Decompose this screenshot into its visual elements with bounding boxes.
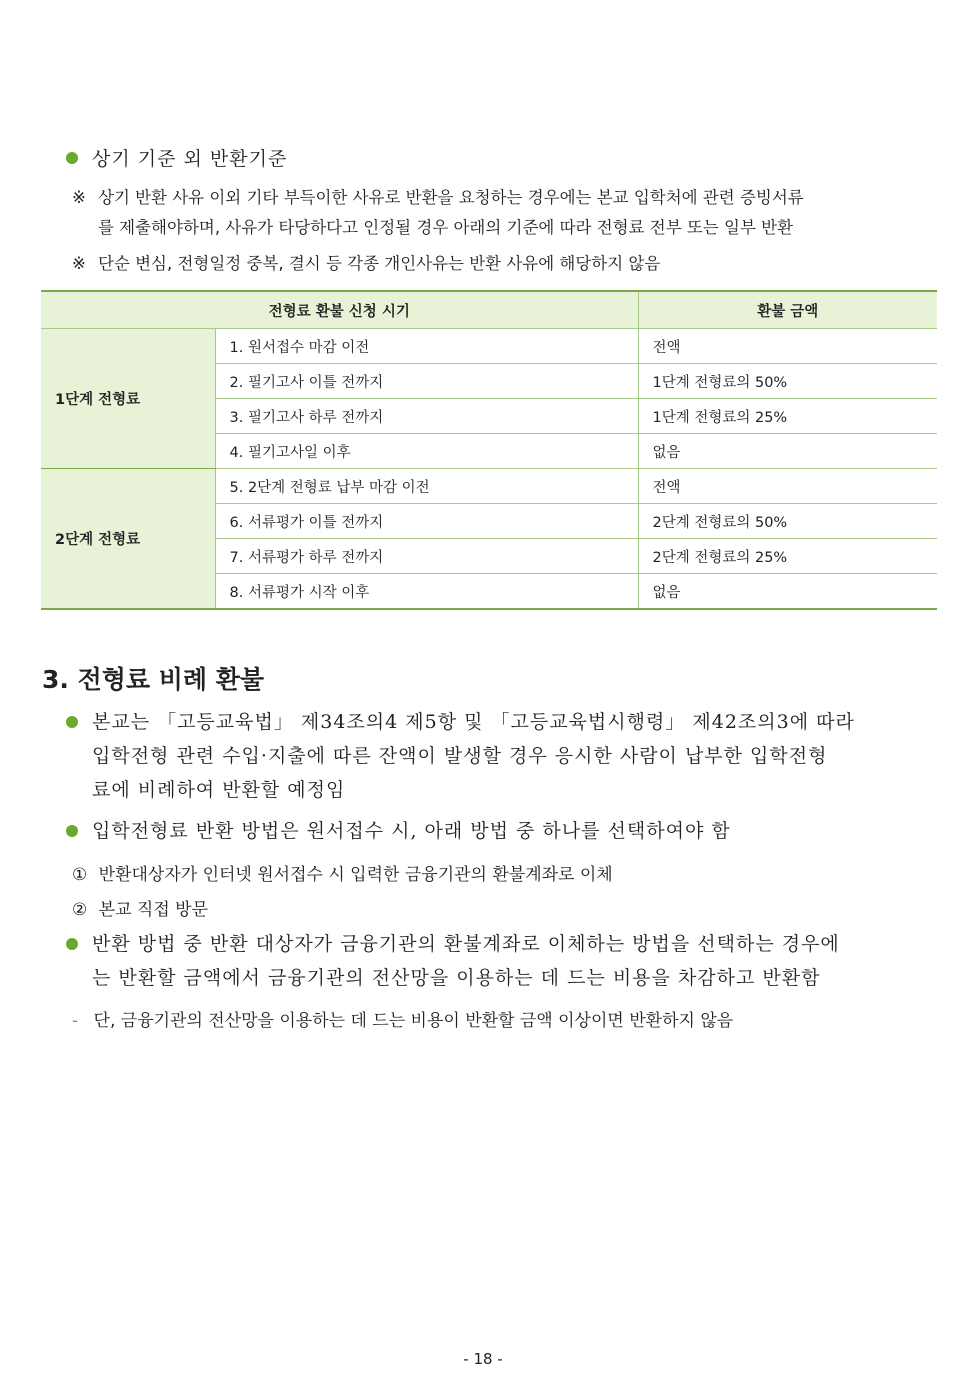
note-2 (72, 249, 660, 279)
refund-table (41, 290, 937, 610)
period-cell: 8. 서류평가 시작 이후 (215, 574, 638, 610)
amount-cell: 1단계 전형료의 25% (638, 399, 937, 434)
bullet-icon (66, 938, 78, 950)
option-1 (72, 860, 613, 885)
dash-note-text: 단, 금융기관의 전산망을 이용하는 데 드는 비용이 반환할 금액 이상이면 반환하지 않음 (93, 1011, 734, 1031)
stage-label: 1단계 전형료 (41, 329, 215, 469)
note-mark: ※ (72, 254, 86, 273)
bullet-icon (66, 825, 78, 837)
note-1-line-1: 상기 반환 사유 이외 기타 부득이한 사유로 반환을 요청하는 경우에는 본교 입학처에 관련 증빙서류 (98, 188, 804, 207)
header-amount: 환불 금액 (638, 291, 937, 329)
paragraph-3-line-2: 는 반환할 금액에서 금융기관의 전산망을 이용하는 데 드는 비용을 차감하고 반환함 (92, 967, 821, 989)
amount-cell: 2단계 전형료의 50% (638, 504, 937, 539)
bullet-icon (66, 716, 78, 728)
paragraph-3 (92, 927, 942, 995)
table-row (41, 469, 937, 504)
period-cell: 6. 서류평가 이틀 전까지 (215, 504, 638, 539)
paragraph-1-line-2: 입학전형 관련 수입·지출에 따른 잔액이 발생할 경우 응시한 사람이 납부한 입학전형 (92, 745, 828, 767)
period-cell: 5. 2단계 전형료 납부 마감 이전 (215, 469, 638, 504)
note-1 (72, 183, 942, 243)
paragraph-3-line-1: 반환 방법 중 반환 대상자가 금융기관의 환불계좌로 이체하는 방법을 선택하는 경우에 (92, 933, 840, 955)
period-cell: 2. 필기고사 이틀 전까지 (215, 364, 638, 399)
period-cell: 4. 필기고사일 이후 (215, 434, 638, 469)
stage-label: 2단계 전형료 (41, 469, 215, 610)
option-2 (72, 895, 208, 920)
bullet-heading: 상기 기준 외 반환기준 (92, 148, 288, 170)
note-mark: ※ (72, 188, 86, 207)
amount-cell: 없음 (638, 574, 937, 610)
note-1-line-2: 를 제출해야하며, 사유가 타당하다고 인정될 경우 아래의 기준에 따라 전형료 전부 또는 일부 반환 (98, 218, 794, 237)
paragraph-1-line-1: 본교는 「고등교육법」 제34조의4 제5항 및 「고등교육법시행령」 제42조의3에 따라 (92, 711, 855, 733)
amount-cell: 1단계 전형료의 50% (638, 364, 937, 399)
option-1-text: 반환대상자가 인터넷 원서접수 시 입력한 금융기관의 환불계좌로 이체 (98, 865, 613, 885)
dash-note (72, 1006, 733, 1031)
amount-cell: 전액 (638, 329, 937, 364)
amount-cell: 없음 (638, 434, 937, 469)
dash-mark: - (72, 1011, 79, 1031)
period-cell: 7. 서류평가 하루 전까지 (215, 539, 638, 574)
period-cell: 3. 필기고사 하루 전까지 (215, 399, 638, 434)
paragraph-2: 입학전형료 반환 방법은 원서접수 시, 아래 방법 중 하나를 선택하여야 함 (92, 820, 731, 842)
amount-cell: 전액 (638, 469, 937, 504)
paragraph-1 (92, 705, 942, 807)
option-2-mark: ② (72, 900, 88, 920)
page-number: - 18 - (463, 1350, 503, 1368)
section-title: 3. 전형료 비례 환불 (42, 665, 265, 694)
amount-cell: 2단계 전형료의 25% (638, 539, 937, 574)
note-2-text: 단순 변심, 전형일정 중복, 결시 등 각종 개인사유는 반환 사유에 해당하지 않음 (98, 254, 661, 273)
header-period: 전형료 환불 신청 시기 (41, 291, 638, 329)
paragraph-1-line-3: 료에 비례하여 반환할 예정임 (92, 779, 346, 801)
option-1-mark: ① (72, 865, 88, 885)
table-header-row (41, 291, 937, 329)
period-cell: 1. 원서접수 마감 이전 (215, 329, 638, 364)
bullet-icon (66, 152, 78, 164)
table-row (41, 329, 937, 364)
option-2-text: 본교 직접 방문 (98, 900, 208, 920)
